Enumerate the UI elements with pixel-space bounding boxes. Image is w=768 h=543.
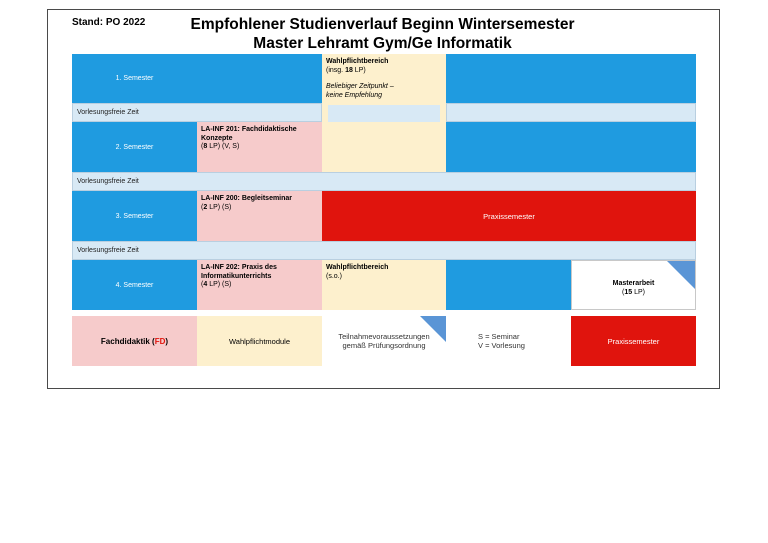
legend-teilnahme-line-2: gemäß Prüfungsordnung: [342, 341, 426, 350]
semester-2-slot-4: [446, 122, 571, 172]
la-inf-202-credits: (4 LP) (S): [201, 281, 232, 288]
wahlpflicht-bottom-title: Wahlpflichtbereich: [326, 264, 389, 271]
semester-4-label: 4. Semester: [72, 260, 197, 310]
break-bar-1: Vorlesungsfreie Zeit: [72, 103, 322, 122]
la-inf-202-title-2: Informatikunterrichts: [201, 272, 272, 280]
legend-teilnahme: [322, 316, 446, 366]
page-subtitle: Master Lehramt Gym/Ge Informatik: [253, 35, 512, 52]
legend-teilnahme-line-1: Teilnahmevoraussetzungen: [338, 332, 430, 341]
break-bar-1-right: [446, 103, 696, 122]
page-title: Empfohlener Studienverlauf Beginn Wintersemester: [190, 16, 575, 33]
stand-label: Stand: PO 2022: [72, 17, 146, 28]
semester-2-slot-5: [571, 122, 696, 172]
legend-wahlpflicht: Wahlpflichtmodule: [197, 316, 322, 366]
semester-1-slot-4: [446, 54, 571, 103]
legend-seminar: S = Seminar: [478, 332, 520, 341]
prerequisite-legend-triangle-icon: [420, 316, 446, 342]
legend-vorlesung: V = Vorlesung: [478, 341, 525, 350]
legend-praxissemester: Praxissemester: [571, 316, 696, 366]
semester-2-label: 2. Semester: [72, 122, 197, 172]
praxissemester-block: Praxissemester: [322, 191, 696, 241]
wahlpflicht-break-box: [328, 105, 440, 122]
masterarbeit-title: Masterarbeit: [612, 280, 655, 287]
masterarbeit-cell: [571, 260, 696, 310]
la-inf-200-title: LA-INF 200: Begleitseminar: [201, 195, 293, 202]
semester-1-label: 1. Semester: [72, 54, 197, 103]
wahlpflicht-note-2: keine Empfehlung: [326, 91, 383, 99]
semester-4-slot-4: [446, 260, 571, 310]
wahlpflicht-credits: (insg. 18 LP): [326, 66, 366, 74]
la-inf-201-cell: [197, 122, 322, 172]
la-inf-202-cell: [197, 260, 322, 310]
la-inf-202-title-1: LA-INF 202: Praxis des: [201, 264, 277, 271]
prerequisite-triangle-icon: [667, 261, 695, 289]
legend-fachdidaktik: Fachdidaktik ( FD ): [72, 316, 197, 366]
la-inf-201-title-2: Konzepte: [201, 134, 233, 142]
la-inf-200-cell: [197, 191, 322, 241]
semester-1-slot-2: [197, 54, 322, 103]
break-bar-3: Vorlesungsfreie Zeit: [72, 241, 696, 260]
legend-abbreviations: [446, 316, 571, 366]
la-inf-200-credits: (2 LP) (S): [201, 203, 232, 211]
wahlpflicht-bottom-cell: [322, 260, 446, 310]
semester-3-label: 3. Semester: [72, 191, 197, 241]
semester-1-slot-5: [571, 54, 696, 103]
la-inf-201-credits: (8 LP) (V, S): [201, 143, 240, 150]
la-inf-201-title-1: LA-INF 201: Fachdidaktische: [201, 126, 297, 133]
masterarbeit-credits: (15 LP): [622, 289, 645, 296]
wahlpflicht-bottom-note: (s.o.): [326, 272, 342, 280]
break-bar-2: Vorlesungsfreie Zeit: [72, 172, 696, 191]
wahlpflicht-note-1: Beliebiger Zeitpunkt –: [326, 83, 394, 90]
wahlpflicht-title: Wahlpflichtbereich: [326, 58, 389, 65]
